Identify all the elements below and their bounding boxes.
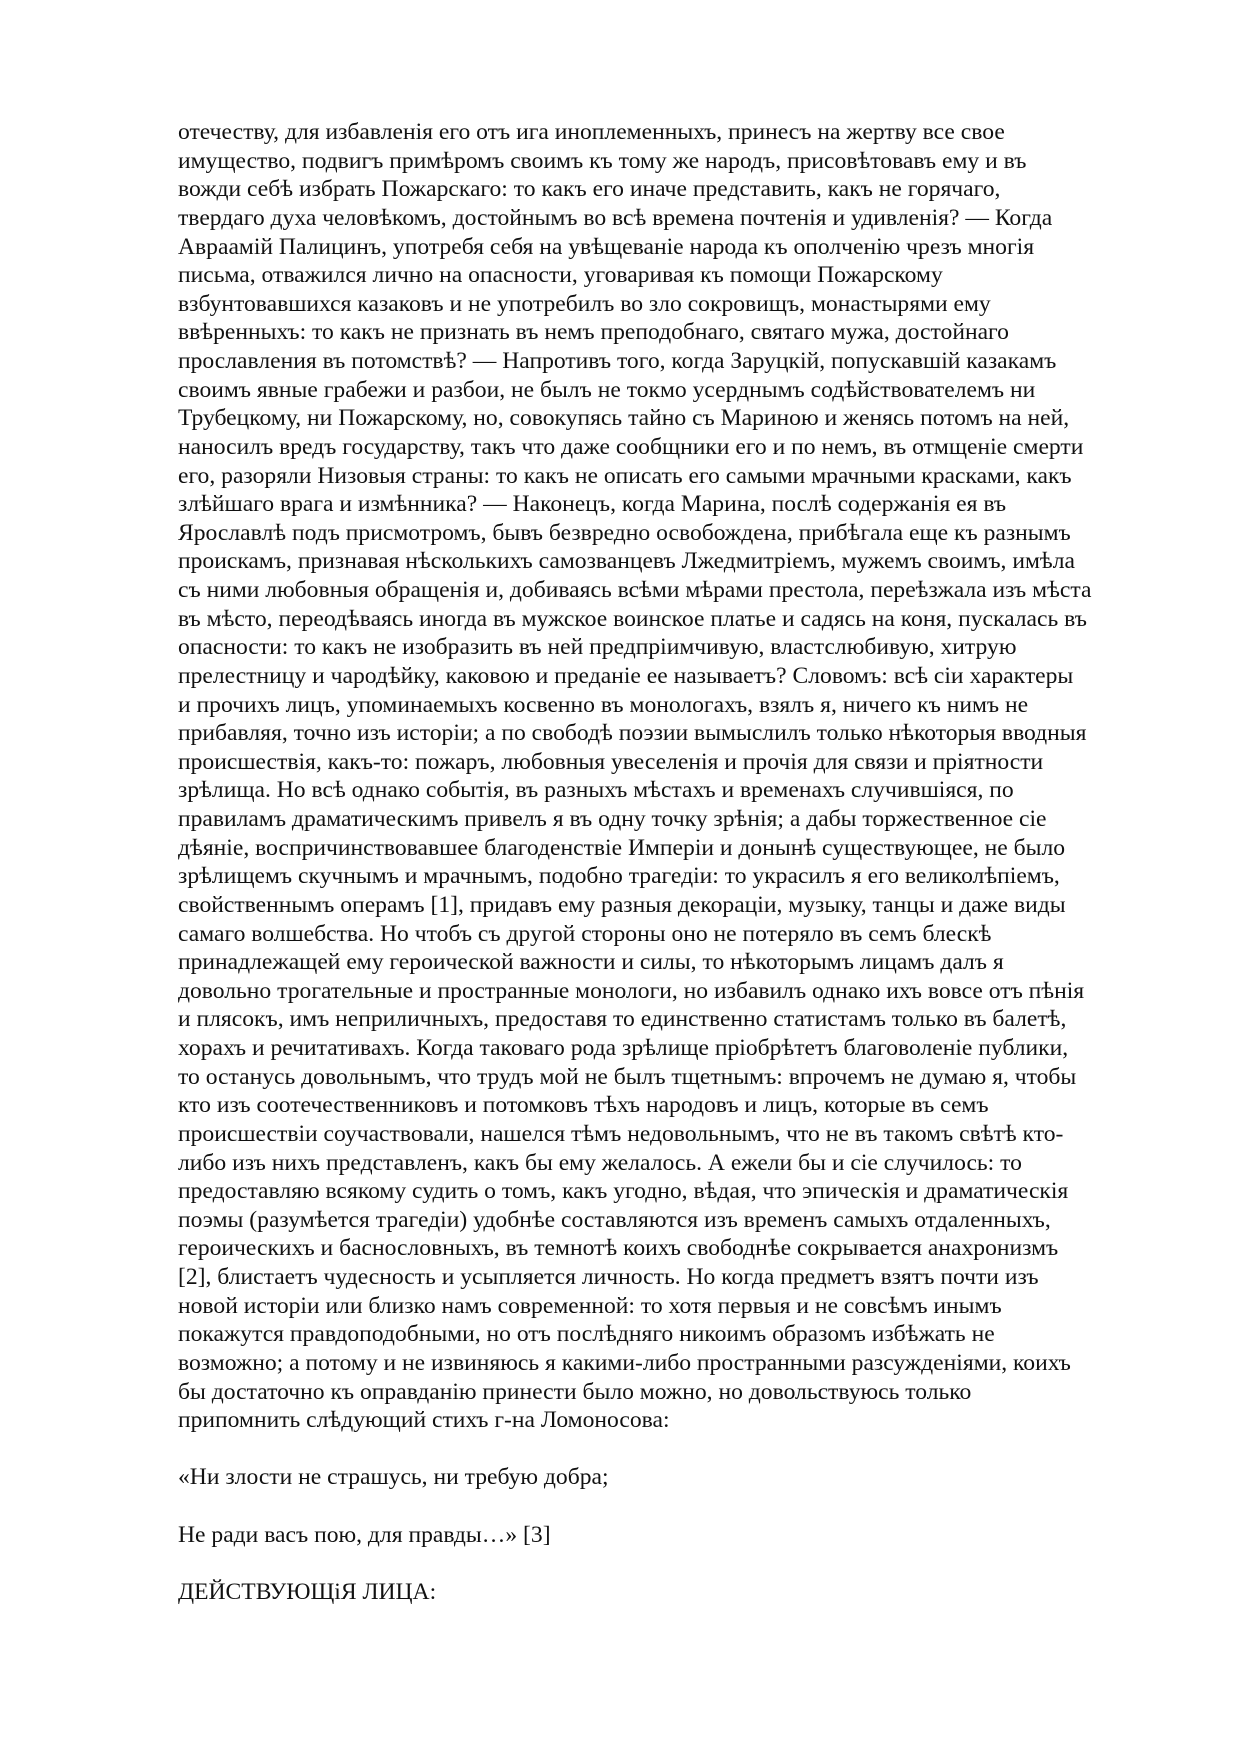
text-line: прибавляя, точно изъ исторіи; а по свободѣ поэзии вымыслилъ только нѣкоторыя вводныя (178, 720, 1087, 747)
text-line: возможно; а потому и не извиняюсь я какими-либо пространными разсужденіями, коихъ (178, 1349, 1071, 1376)
text-line: происшествія, какъ-то: пожаръ, любовныя увеселенія и прочія для связи и пріятности (178, 748, 1044, 775)
text-line: прелестницу и чародѣйку, каковою и преданіе ее называетъ? Словомъ: всѣ сіи характеры (178, 662, 1074, 689)
text-line: происшествіи соучаствовали, нашелся тѣмъ недовольнымъ, что не въ такомъ свѣтѣ кто- (178, 1120, 1064, 1147)
text-line: принадлежащей ему героической важности и силы, то нѣкоторымъ лицамъ далъ я (178, 949, 1004, 976)
paragraph-gap (178, 1435, 1178, 1464)
text-line: припомнить слѣдующий стихъ г-на Ломоносова: (178, 1407, 670, 1434)
text-line: покажутся правдоподобными, но отъ послѣдняго никоимъ образомъ избѣжать не (178, 1321, 995, 1348)
text-line: Авраамій Палицинъ, употребя себя на увѣщеваніе народа къ ополченію чрезъ многія (178, 233, 1035, 260)
text-line: героическихъ и баснословныхъ, въ темнотѣ коихъ свободнѣе сокрывается анахронизмъ (178, 1235, 1059, 1262)
text-line: довольно трогательные и пространные монологи, но избавилъ однако ихъ вовсе отъ пѣнія (178, 977, 1085, 1004)
text-line: кто изъ соотечественниковъ и потомковъ тѣхъ народовъ и лицъ, которые въ семъ (178, 1092, 989, 1119)
text-line: свойственнымъ операмъ [1], придавъ ему разныя декораціи, музыку, танцы и даже виды (178, 891, 1066, 918)
section-heading: ДЕЙСТВУЮЩіЯ ЛИЦА: (178, 1578, 437, 1605)
text-line: зрѣлищемъ скучнымъ и мрачнымъ, подобно трагедіи: то украсилъ я его великолѣпіемъ, (178, 863, 1060, 890)
text-line: съ ними любовныя обращенія и, добиваясь всѣми мѣрами престола, переѣзжала изъ мѣста (178, 577, 1092, 603)
text-line: опасности: то какъ не изобразить въ ней предпріимчивую, властслюбивую, хитрую (178, 634, 1017, 661)
document-page (178, 118, 1178, 1606)
text-line: предоставляю всякому судить о томъ, какъ угодно, вѣдая, что эпическія и драматическія (178, 1178, 1069, 1205)
text-line: и плясокъ, имъ неприличныхъ, предоставя то единственно статистамъ только въ балетѣ, (178, 1006, 1067, 1033)
quote-line-1: «Ни злости не страшусь, ни требую добра; (178, 1464, 609, 1491)
text-line: дѣяніе, воспричинствовавшее благоденствіе Имперіи и донынѣ существующее, не было (178, 834, 1066, 861)
text-line: злѣйшаго врага и измѣнника? — Наконецъ, когда Марина, послѣ содержанія ея въ (178, 491, 1007, 518)
text-line: самаго волшебства. Но чтобъ съ другой стороны оно не потеряло въ семъ блескѣ (178, 920, 992, 947)
text-line: взбунтовавшихся казаковъ и не употребилъ во зло сокровищъ, монастырями ему (178, 290, 991, 317)
text-line: своимъ явные грабежи и разбои, не былъ не токмо усерднымъ содѣйствователемъ ни (178, 376, 1036, 403)
text-line: наносилъ вредъ государству, такъ что даже сообщники его и по немъ, въ отмщеніе смерти (178, 433, 1084, 460)
text-line: и прочихъ лицъ, упоминаемыхъ косвенно въ монологахъ, взялъ я, ничего къ нимъ не (178, 691, 1029, 718)
text-line: новой исторіи или близко намъ современной: то хотя первыя и не совсѣмъ инымъ (178, 1292, 1002, 1319)
text-line: проискамъ, признавая нѣсколькихъ самозванцевъ Лжедмитріемъ, мужемъ своимъ, имѣла (178, 548, 1075, 575)
text-line: Ярославлѣ подъ присмотромъ, бывъ безвредно освобождена, прибѣгала еще къ разнымъ (178, 519, 1071, 546)
text-line: письма, отважился лично на опасности, уговаривая къ помощи Пожарскому (178, 262, 943, 289)
text-line: вожди себѣ избрать Пожарскаго: то какъ его иначе представить, какъ не горячаго, (178, 176, 1001, 203)
text-line: [2], блистаетъ чудесность и усыпляется личность. Но когда предметъ взятъ почти изъ (178, 1264, 1039, 1290)
text-line: поэмы (разумѣется трагедіи) удобнѣе составляются изъ временъ самыхъ отдаленныхъ, (178, 1206, 1051, 1233)
text-line: то останусь довольнымъ, что трудъ мой не былъ тщетнымъ: впрочемъ не думаю я, чтобы (178, 1063, 1077, 1090)
body-paragraph (178, 118, 1178, 1435)
text-line: его, разоряли Низовыя страны: то какъ не описать его самыми мрачными красками, какъ (178, 462, 1072, 489)
text-line: ввѣренныхъ: то какъ не признать въ немъ преподобнаго, святаго мужа, достойнаго (178, 319, 1009, 346)
text-line: либо изъ нихъ представленъ, какъ бы ему желалось. А ежели бы и сіе случилось: то (178, 1149, 1022, 1176)
text-line: твердаго духа человѣкомъ, достойнымъ во всѣ времена почтенія и удивленія? — Когда (178, 204, 1053, 231)
text-line: хорахъ и речитативахъ. Когда таковаго рода зрѣлище пріобрѣтетъ благоволеніе публики, (178, 1035, 1069, 1061)
text-line: имущество, подвигъ примѣромъ своимъ къ тому же народъ, присовѣтовавъ ему и въ (178, 147, 1027, 174)
quote-line-2: Не ради васъ пою, для правды…» [3] (178, 1521, 551, 1548)
text-line: бы достаточно къ оправданію принести было можно, но довольствуюсь только (178, 1378, 972, 1405)
text-line: отечеству, для избавленія его отъ ига иноплеменныхъ, принесъ на жертву все свое (178, 119, 1005, 145)
text-line: правиламъ драматическимъ привелъ я въ одну точку зрѣнія; а дабы торжественное сіе (178, 806, 1047, 832)
paragraph-gap (178, 1549, 1178, 1578)
paragraph-gap (178, 1492, 1178, 1521)
text-line: зрѣлища. Но всѣ однако событія, въ разныхъ мѣстахъ и временахъ случившіяся, по (178, 777, 1014, 804)
text-line: прославления въ потомствѣ? — Напротивъ того, когда Заруцкій, попускавшій казакамъ (178, 348, 1057, 374)
text-line: въ мѣсто, переодѣваясь иногда въ мужское воинское платье и садясь на коня, пускалась въ (178, 605, 1087, 632)
text-line: Трубецкому, ни Пожарскому, но, совокупясь тайно съ Мариною и женясь потомъ на ней, (178, 405, 1070, 432)
